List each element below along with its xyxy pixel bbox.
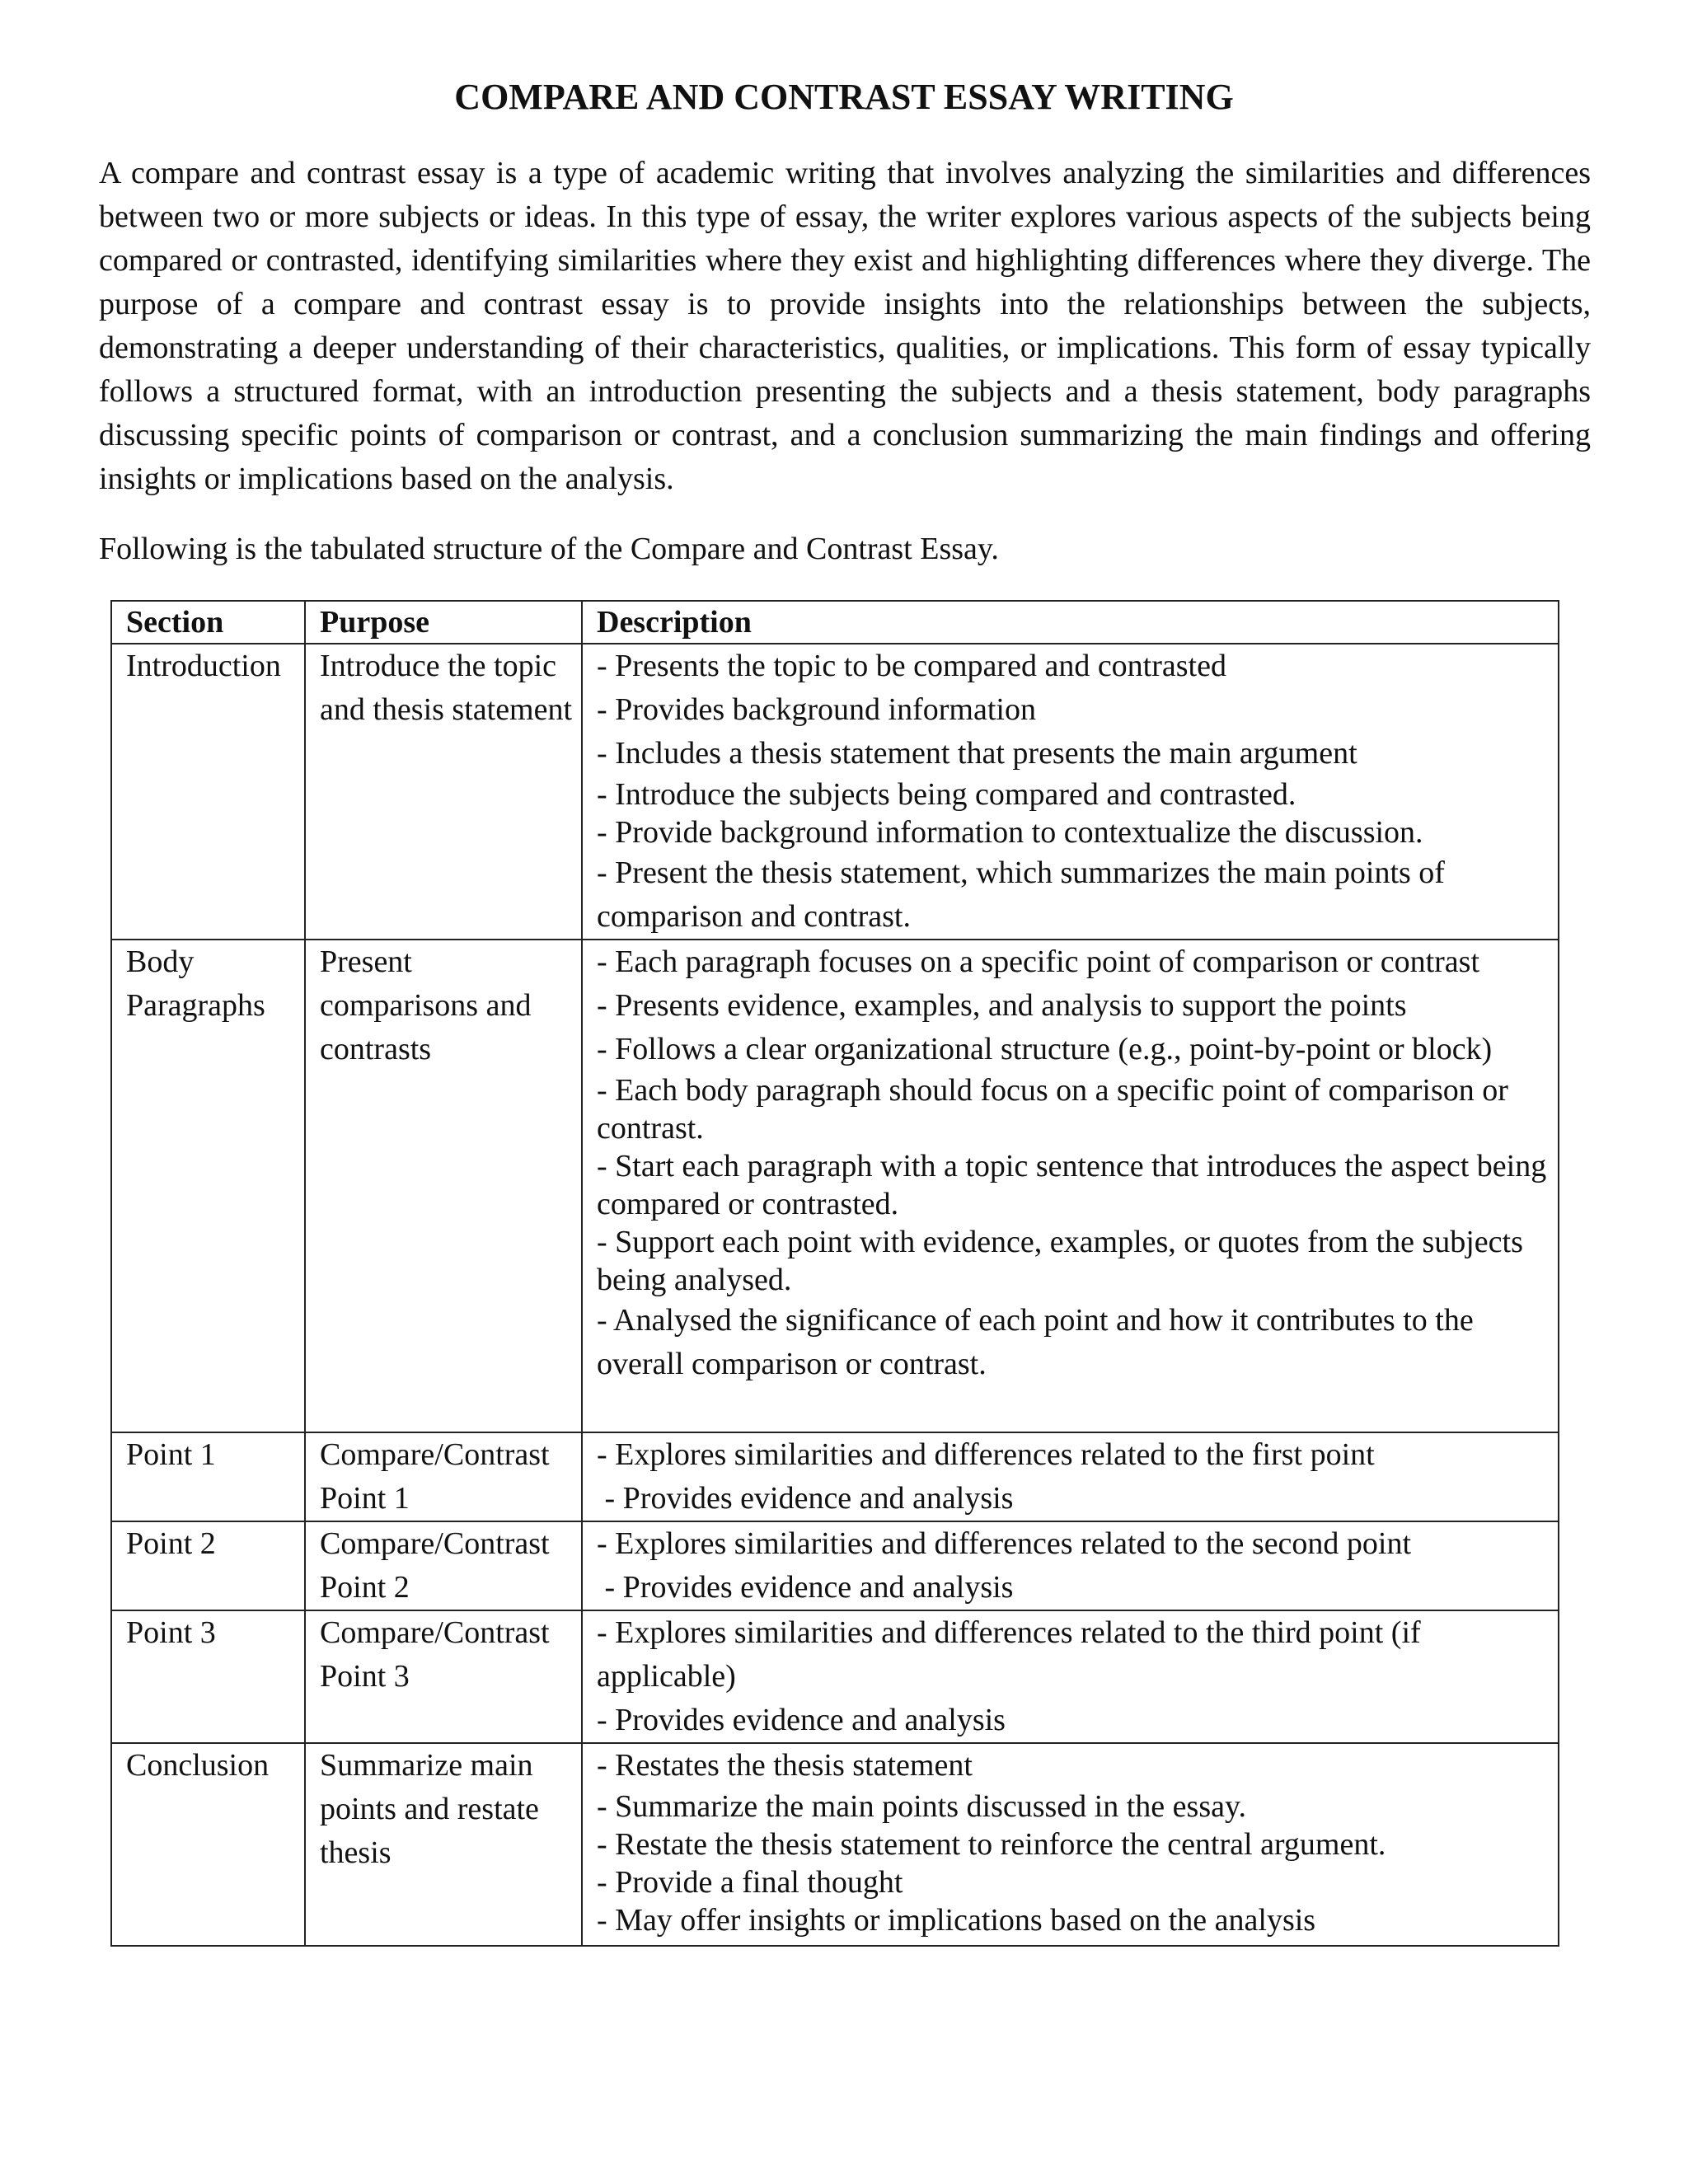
- purpose-cell: Present comparisons and contrasts: [305, 940, 582, 1432]
- description-line: - Provides evidence and analysis: [597, 1570, 1014, 1605]
- description-line: - Presents evidence, examples, and analysis to support the points: [597, 988, 1407, 1023]
- table-row: [111, 1432, 1559, 1521]
- description-line: - Present the thesis statement, which summarizes the main points of comparison and contrast.: [597, 855, 1445, 934]
- description-cell: [582, 1610, 1559, 1743]
- purpose-cell: Introduce the topic and thesis statement: [305, 644, 582, 940]
- description-line: - Provides evidence and analysis: [597, 1703, 1006, 1737]
- description-cell: [582, 644, 1559, 940]
- header-section: Section: [111, 601, 305, 644]
- purpose-cell: Compare/Contrast Point 3: [305, 1610, 582, 1743]
- description-line: - Each paragraph focuses on a specific point of comparison or contrast: [597, 944, 1479, 979]
- table-lead-text: Following is the tabulated structure of the Compare and Contrast Essay.: [99, 532, 999, 566]
- description-line: - Presents the topic to be compared and contrasted: [597, 649, 1226, 683]
- table-row: [111, 644, 1559, 940]
- description-line: - Restate the thesis statement to reinforce the central argument.: [597, 1827, 1386, 1862]
- description-line: - Analysed the significance of each point and how it contributes to the overall comparison or contrast.: [597, 1303, 1474, 1381]
- description-line: - Restates the thesis statement: [597, 1748, 973, 1783]
- section-cell: Conclusion: [111, 1743, 305, 1946]
- table-row: [111, 940, 1559, 1432]
- section-cell: Point 3: [111, 1610, 305, 1743]
- description-line: - Explores similarities and differences related to the first point: [597, 1437, 1375, 1472]
- intro-paragraph: A compare and contrast essay is a type of academic writing that involves analyzing the similarities and differences between two or more subjects or ideas. In this type of essay, the writer explores various aspects of the subjects being compared or contrasted, identifying similarities where they exist and highlighting differences where they diverge. The purpose of a compare and contrast essay is to provide insights into the relationships between the subjects, demonstrating a deeper understanding of their characteristics, qualities, or implications. This form of essay typically follows a structured format, with an introduction presenting the subjects and a thesis statement, body paragraphs discussing specific points of comparison or contrast, and a conclusion summarizing the main findings and offering insights or implications based on the analysis.: [99, 156, 1591, 496]
- description-line: - Provides evidence and analysis: [597, 1481, 1014, 1516]
- section-cell: Introduction: [111, 644, 305, 940]
- header-purpose: Purpose: [305, 601, 582, 644]
- description-line: - Provide background information to contextualize the discussion.: [597, 815, 1423, 850]
- purpose-cell: Compare/Contrast Point 1: [305, 1432, 582, 1521]
- description-cell: [582, 1521, 1559, 1610]
- description-cell: [582, 1743, 1559, 1946]
- description-line: - Each body paragraph should focus on a specific point of comparison or contrast.: [597, 1073, 1508, 1146]
- essay-structure-table: [110, 600, 1559, 1947]
- table-row: [111, 1521, 1559, 1610]
- description-line: - Summarize the main points discussed in the essay.: [597, 1789, 1246, 1824]
- table-row: [111, 1743, 1559, 1946]
- description-line: - Explores similarities and differences related to the third point (if applicable): [597, 1615, 1421, 1694]
- section-cell: Point 1: [111, 1432, 305, 1521]
- description-line: - Follows a clear organizational structure (e.g., point-by-point or block): [597, 1032, 1493, 1066]
- description-line: - May offer insights or implications based on the analysis: [597, 1903, 1316, 1938]
- purpose-cell: Summarize main points and restate thesis: [305, 1743, 582, 1946]
- table-header-row: [111, 601, 1559, 644]
- description-line: - Provides background information: [597, 692, 1036, 727]
- description-line: - Provide a final thought: [597, 1865, 903, 1900]
- description-line: - Includes a thesis statement that presents the main argument: [597, 736, 1357, 771]
- purpose-cell: Compare/Contrast Point 2: [305, 1521, 582, 1610]
- section-cell: Body Paragraphs: [111, 940, 305, 1432]
- description-line: - Start each paragraph with a topic sentence that introduces the aspect being compared or contrasted.: [597, 1149, 1547, 1221]
- description-line: - Explores similarities and differences related to the second point: [597, 1526, 1412, 1561]
- description-line: - Introduce the subjects being compared and contrasted.: [597, 777, 1296, 812]
- description-line: - Support each point with evidence, examples, or quotes from the subjects being analysed.: [597, 1225, 1523, 1297]
- table-row: [111, 1610, 1559, 1743]
- section-cell: Point 2: [111, 1521, 305, 1610]
- document-title: COMPARE AND CONTRAST ESSAY WRITING: [454, 77, 1234, 117]
- description-cell: [582, 940, 1559, 1432]
- header-description: Description: [582, 601, 1559, 644]
- description-cell: [582, 1432, 1559, 1521]
